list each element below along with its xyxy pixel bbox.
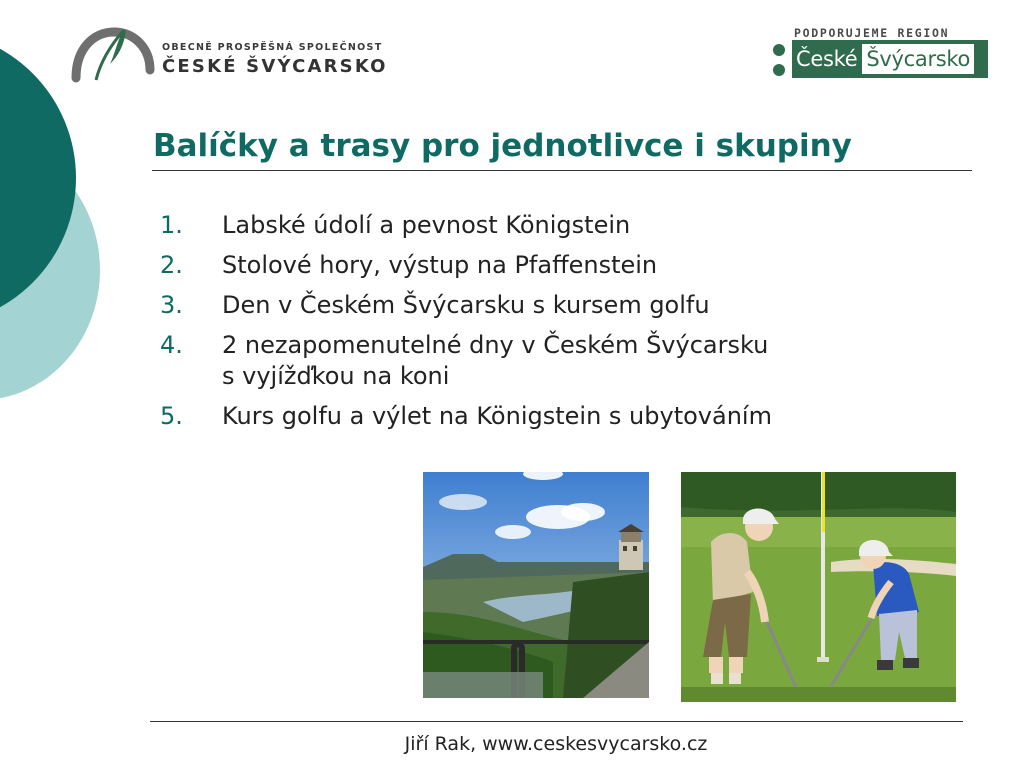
logo-podporujeme-region	[770, 24, 992, 84]
list-item	[160, 290, 772, 321]
logo-dot-icon	[773, 64, 785, 76]
list-text: Labské údolí a pevnost Königstein	[222, 211, 631, 239]
list-item	[160, 401, 772, 432]
title-underline	[152, 170, 972, 171]
list-text-continuation: s vyjížďkou na koni	[222, 362, 450, 390]
logo-left-name: ČESKÉ ŠVÝCARSKO	[162, 56, 388, 77]
footer	[0, 733, 1024, 755]
arch-feather-icon	[70, 26, 160, 86]
logo-dot-icon	[773, 44, 785, 56]
list-text: Den v Českém Švýcarsku s kursem golfu	[222, 291, 710, 319]
photo-elbe-valley	[423, 472, 649, 698]
package-list	[160, 210, 772, 441]
list-number: 4.	[160, 331, 183, 359]
logo-right-tagline: PODPORUJEME REGION	[794, 26, 950, 40]
list-item	[160, 330, 772, 392]
list-number: 3.	[160, 291, 183, 319]
slide-title: Balíčky a trasy pro jednotlivce i skupiny	[153, 128, 852, 164]
logo-right-bar	[792, 40, 988, 78]
list-item	[160, 210, 772, 241]
footer-rule	[150, 721, 963, 722]
list-number: 5.	[160, 402, 183, 430]
list-item	[160, 250, 772, 281]
photo-kids-golf	[681, 472, 956, 702]
logo-ops-ceske-svycarsko	[70, 26, 388, 86]
list-text: Stolové hory, výstup na Pfaffenstein	[222, 251, 658, 279]
list-text: 2 nezapomenutelné dny v Českém Švýcarsku	[222, 331, 769, 359]
list-number: 1.	[160, 211, 183, 239]
logo-right-word1: České	[796, 47, 858, 71]
logo-left-subtitle: OBECNĚ PROSPĚŠNÁ SPOLEČNOST	[162, 42, 383, 53]
logo-right-word2: Švýcarsko	[862, 44, 974, 74]
footer-text: Jiří Rak, www.ceskesvycarsko.cz	[404, 733, 708, 755]
list-text: Kurs golfu a výlet na Königstein s ubytováním	[222, 402, 772, 430]
list-number: 2.	[160, 251, 183, 279]
